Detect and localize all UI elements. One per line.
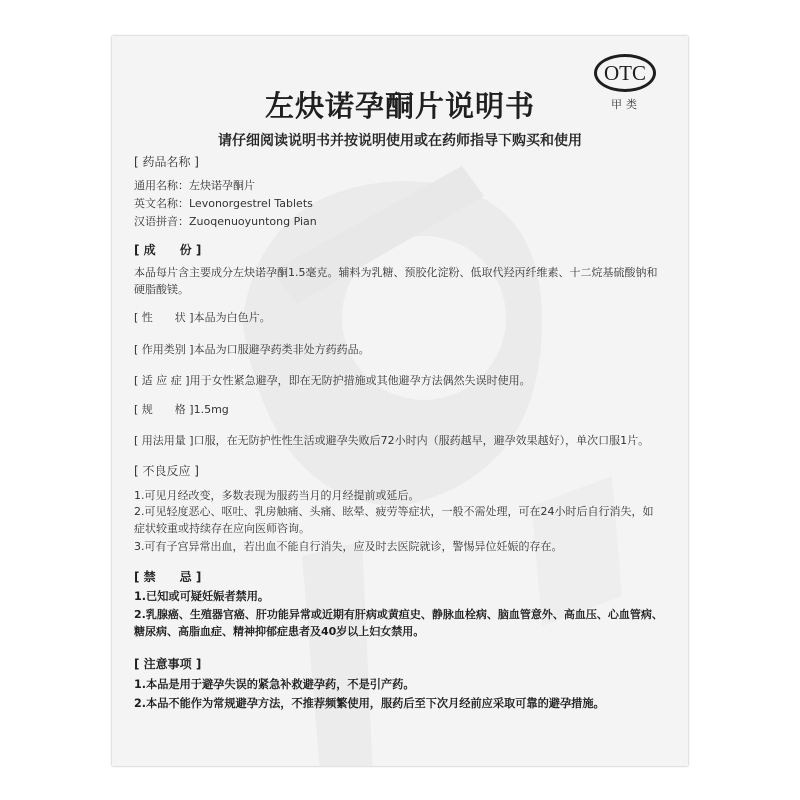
spec-row — [134, 401, 229, 417]
precaution-item: 2.本品不能作为常规避孕方法，不推荐频繁使用，服药后至下次月经前应采取可靠的避孕措施。 — [134, 697, 605, 710]
indication-row — [134, 372, 531, 388]
category-row — [134, 341, 370, 357]
category-label: [ 作用类别 ] — [134, 343, 194, 356]
instruction-leaflet — [112, 36, 688, 766]
indication-label: [ 适 应 症 ] — [134, 374, 190, 387]
spec-label: [ 规 格 ] — [134, 403, 194, 416]
appearance-label: [ 性 状 ] — [134, 311, 194, 324]
composition-text: 本品每片含主要成分左炔诺孕酮1.5毫克。辅料为乳糖、预胶化淀粉、低取代羟丙纤维素、十二烷基硫酸钠和硬脂酸镁。 — [134, 266, 658, 296]
adverse-item: 1.可见月经改变，多数表现为服药当月的月经提前或延后。 — [134, 489, 420, 502]
document-title: 左炔诺孕酮片说明书 — [264, 89, 535, 123]
precaution-item: 1.本品是用于避孕失误的紧急补救避孕药，不是引产药。 — [134, 678, 415, 691]
dosage-label: [ 用法用量 ] — [134, 434, 194, 447]
pinyin-name: 汉语拼音：Zuoqenuoyuntong Pian — [134, 215, 317, 228]
category-text: 本品为口服避孕药类非处方药药品。 — [193, 343, 370, 356]
generic-name: 通用名称：左炔诺孕酮片 — [134, 179, 255, 192]
contraindications-heading: [ 禁 忌 ] — [134, 570, 202, 584]
precautions-heading: [ 注意事项 ] — [134, 657, 202, 671]
indication-text: 用于女性紧急避孕，即在无防护措施或其他避孕方法偶然失误时使用。 — [189, 374, 531, 387]
dosage-text: 口服，在无防护性性生活或避孕失败后72小时内（服药越早，避孕效果越好），单次口服1片。 — [193, 434, 650, 447]
adverse-heading: [ 不良反应 ] — [134, 464, 199, 478]
english-name: 英文名称：Levonorgestrel Tablets — [134, 197, 313, 210]
otc-class-label: 甲类 — [611, 98, 641, 111]
composition-heading: [ 成 份 ] — [134, 243, 202, 257]
appearance-row — [134, 309, 271, 325]
contraindication-item: 2.乳腺癌、生殖器官癌、肝功能异常或近期有肝病或黄疸史、静脉血栓病、脑血管意外、高血压、心血管病、糖尿病、高脂血症、精神抑郁症患者及40岁以上妇女禁用。 — [134, 608, 663, 638]
otc-badge: OTC — [594, 54, 656, 92]
spec-text: 1.5mg — [193, 403, 229, 416]
contraindication-item: 1.已知或可疑妊娠者禁用。 — [134, 590, 270, 603]
adverse-item: 3.可有子宫异常出血，若出血不能自行消失，应及时去医院就诊，警惕异位妊娠的存在。 — [134, 540, 563, 553]
adverse-item: 2.可见轻度恶心、呕吐、乳房触痛、头痛、眩晕、疲劳等症状，一般不需处理，可在24小时后自行消失，如症状较重或持续存在应向医师咨询。 — [134, 505, 654, 535]
dosage-row — [134, 432, 649, 448]
appearance-text: 本品为白色片。 — [193, 311, 271, 324]
drug-name-heading: [ 药品名称 ] — [134, 155, 199, 169]
document-subtitle: 请仔细阅读说明书并按说明使用或在药师指导下购买和使用 — [218, 133, 582, 149]
